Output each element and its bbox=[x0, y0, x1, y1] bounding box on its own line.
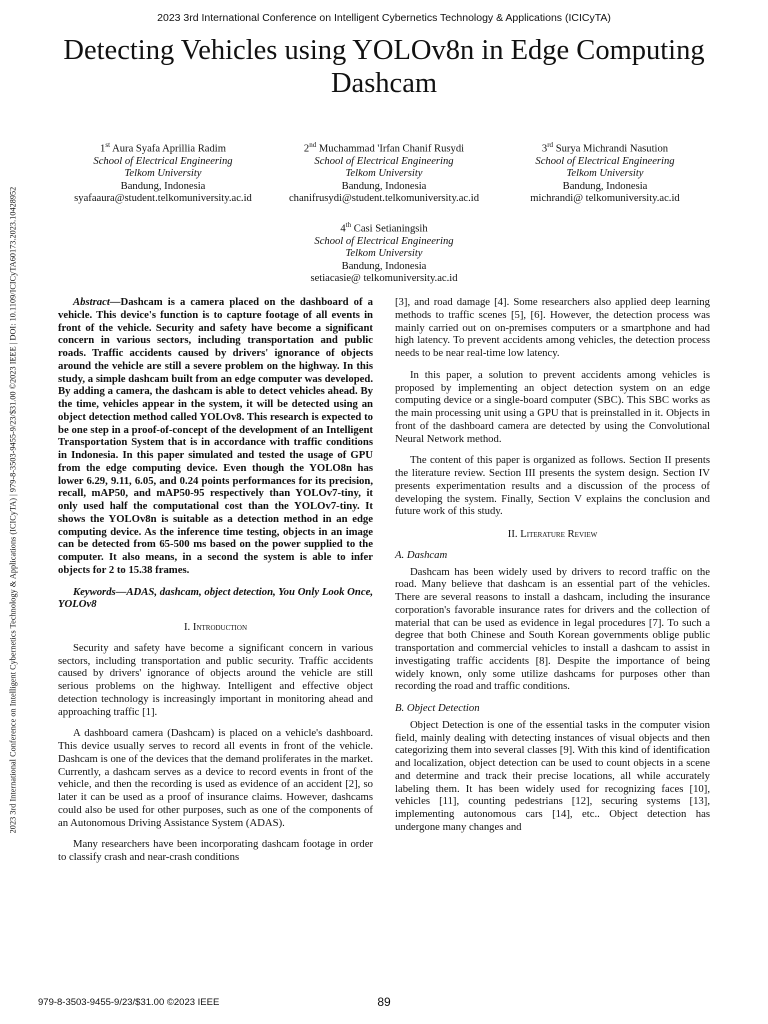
author-school: School of Electrical Engineering bbox=[93, 155, 233, 167]
abstract-lead: Abstract bbox=[72, 296, 110, 308]
subsection-heading-dashcam: A. Dashcam bbox=[395, 548, 448, 561]
side-doi-strip bbox=[6, 130, 20, 890]
keywords-lead: Keywords— bbox=[72, 585, 127, 598]
keywords-text: ADAS, dashcam, object detection, You Only Look Once, YOLOv8 bbox=[58, 585, 373, 611]
section-heading-introduction: I. Introduction bbox=[183, 621, 247, 633]
author-name: 4th Casi Setianingsih bbox=[340, 221, 428, 235]
conference-header: 2023 3rd International Conference on Intelligent Cybernetics Technology & Applications (ICICyTA) bbox=[157, 12, 611, 24]
side-doi-text: 2023 3rd International Conference on Intelligent Cybernetics Technology & Applications (ICICyTA) | 979-8-3503-9455-9/23/$31.00 ©2023 IEEE | DOI: 10.1109/ICICyTA60173.2023.10428952 bbox=[8, 186, 18, 834]
author-name: 1st Aura Syafa Aprillia Radim bbox=[100, 141, 226, 155]
author-name: 3rd Surya Michrandi Nasution bbox=[541, 141, 669, 155]
right-paragraph-2: In this paper, a solution to prevent accidents among vehicles is proposed by implementing an object detection system on an edge computing device or a single-board computer (SBC). This SBC works as the main processing unit using a GPU that is preinstalled in it. Objects in front of the dashboard camera are detected by using the Convolutional Neural Network method. bbox=[395, 368, 710, 445]
object-detection-paragraph: Object Detection is one of the essential tasks in the computer vision field, mainly dealing with detecting instances of visual objects and then categorizing them into several classes [9]. With this kind of identification and localization, object detection can be used to count objects in a scene and determine and track their precise locations, all while accurately labeling them. It has been widely used for recognizing faces [10], vehicles [11], counting pedestrians [12], securing systems [13], implementing autonomous cars [14], etc.. Object detection has undergone many changes and bbox=[395, 718, 710, 833]
author-city: Bandung, Indonesia bbox=[341, 180, 427, 192]
author-name: 2nd Muchammad 'Irfan Chanif Rusydi bbox=[303, 141, 465, 155]
left-column bbox=[58, 296, 373, 873]
right-paragraph-3: The content of this paper is organized as follows. Section II presents the literature review. Section III presents the system design. Section IV presents experimentation results and a discussion of the process of developing the system. Finally, Section V explains the conclusion and future work of this study. bbox=[395, 454, 710, 518]
author-email: setiacasie@ telkomuniversity.ac.id bbox=[310, 273, 458, 285]
dashcam-paragraph: Dashcam has been widely used by drivers to record traffic on the road. Many believe that dashcam is an essential part of the vehicles. There are several reasons to install a dashcam, including the insurance corporation's favorable insurance rates for drivers and the collection of material that can be used as evidence in legal procedures [7]. To such a degree that both Chinese and South Korean governments oblige public transportation and commercial vehicles to install a dashcam to assist in investigating traffic accidents [8]. Despite the importance of being widely known, only some utilize dashcams for purposes other than recording the road and traffic conditions. bbox=[395, 565, 710, 693]
author-city: Bandung, Indonesia bbox=[120, 180, 206, 192]
author-university: Telkom University bbox=[566, 168, 644, 180]
abstract bbox=[58, 296, 373, 577]
intro-paragraph-3: Many researchers have been incorporating dashcam footage in order to classify crash and near-crash conditions bbox=[58, 838, 373, 863]
author-university: Telkom University bbox=[345, 248, 423, 260]
author-email: chanifrusydi@student.telkomuniversity.ac.id bbox=[288, 193, 479, 205]
author-city: Bandung, Indonesia bbox=[341, 260, 427, 272]
paper-title: Detecting Vehicles using YOLOv8n in Edge Computing Dashcam bbox=[63, 35, 705, 99]
author-school: School of Electrical Engineering bbox=[535, 155, 675, 167]
author-block-2 bbox=[269, 139, 499, 206]
right-paragraph-1: [3], and road damage [4]. Some researchers also applied deep learning methods to traffic scenes [5], [6]. However, the detection process was mainly carried out on on-premises computers or a smartphone and had high latency. To prevent accidents among vehicles, the detection process needs to be near real-time low latency. bbox=[395, 296, 710, 359]
author-block-3 bbox=[490, 139, 720, 206]
author-school: School of Electrical Engineering bbox=[314, 155, 454, 167]
intro-paragraph-2: A dashboard camera (Dashcam) is placed on a vehicle's dashboard. This device usually serves to record all events in front of the vehicle. Dashcam is one of the devices that the demand proliferates in the market. Currently, a dashcam serves as a device to record events in front of the vehicle, and then the recording is used as evidence of an accident [2], so later it can be used as a proof of insurance claims. However, dashcams could also be used for other purposes, such as one of the components of an Autonomous Driving Assistance System (ADAS). bbox=[58, 727, 373, 829]
author-school: School of Electrical Engineering bbox=[314, 235, 454, 247]
author-university: Telkom University bbox=[345, 168, 423, 180]
author-email: syafaaura@student.telkomuniversity.ac.id bbox=[74, 193, 252, 205]
footer-copyright: 979-8-3503-9455-9/23/$31.00 ©2023 IEEE bbox=[38, 997, 220, 1008]
author-city: Bandung, Indonesia bbox=[562, 180, 648, 192]
keywords bbox=[58, 586, 373, 612]
author-block-1 bbox=[48, 139, 278, 206]
right-column bbox=[395, 296, 710, 843]
section-heading-literature-review: II. Literature Review bbox=[507, 528, 598, 540]
subsection-heading-object-detection: B. Object Detection bbox=[395, 702, 480, 714]
intro-paragraph-1: Security and safety have become a significant concern in various sectors, including transportation and public security. Traffic accidents caused by drivers' ignorance of objects around the vehicle are still serious problems on the highway. Intelligent and effective object detection technology is increasingly important in monitoring ahead and approaching traffic [1]. bbox=[58, 641, 373, 718]
author-block-4 bbox=[269, 219, 499, 286]
page-number: 89 bbox=[377, 995, 391, 1009]
author-university: Telkom University bbox=[124, 168, 202, 180]
abstract-text: —Dashcam is a camera placed on the dashboard of a vehicle. This device's function is to capture footage of all events in front of the vehicle. Security and safety have become a significant concern in various sectors, including transportation and public roads. Traffic accidents caused by drivers' ignorance of objects around the vehicle are still a severe problem on the highway. In this study, a simple dashcam built from an edge computer was developed. By adding a camera, the dashcam is able to detect vehicles ahead. By the time, vehicles appear in the system, it will be detected using an object detection method called YOLOv8. This research is expected to be one step in a proof-of-concept of the development of an Intelligent Transportation System that is in accordance with traffic conditions in Indonesia. In this paper simulated and tested the usage of GPU from the edge computing device. Even though the YOLO8n has lower 6.29, 9.11, 6.05, and 0.24 points performances for its precision, recall, mAP50, and mAP50-95 respectively than YOLOv7-tiny, it only used half the computational cost than the YOLOv7-tiny. It shows the YOLOv8n is suitable as a detection method in an edge computing device. As the inference time testing, objects in an image can be detected from 65-500 ms based on the power supplied to the computer. It also means, in a second the system is able to infer objects for 2 to 15.38 frames. bbox=[58, 296, 373, 576]
author-email: michrandi@ telkomuniversity.ac.id bbox=[530, 193, 680, 205]
